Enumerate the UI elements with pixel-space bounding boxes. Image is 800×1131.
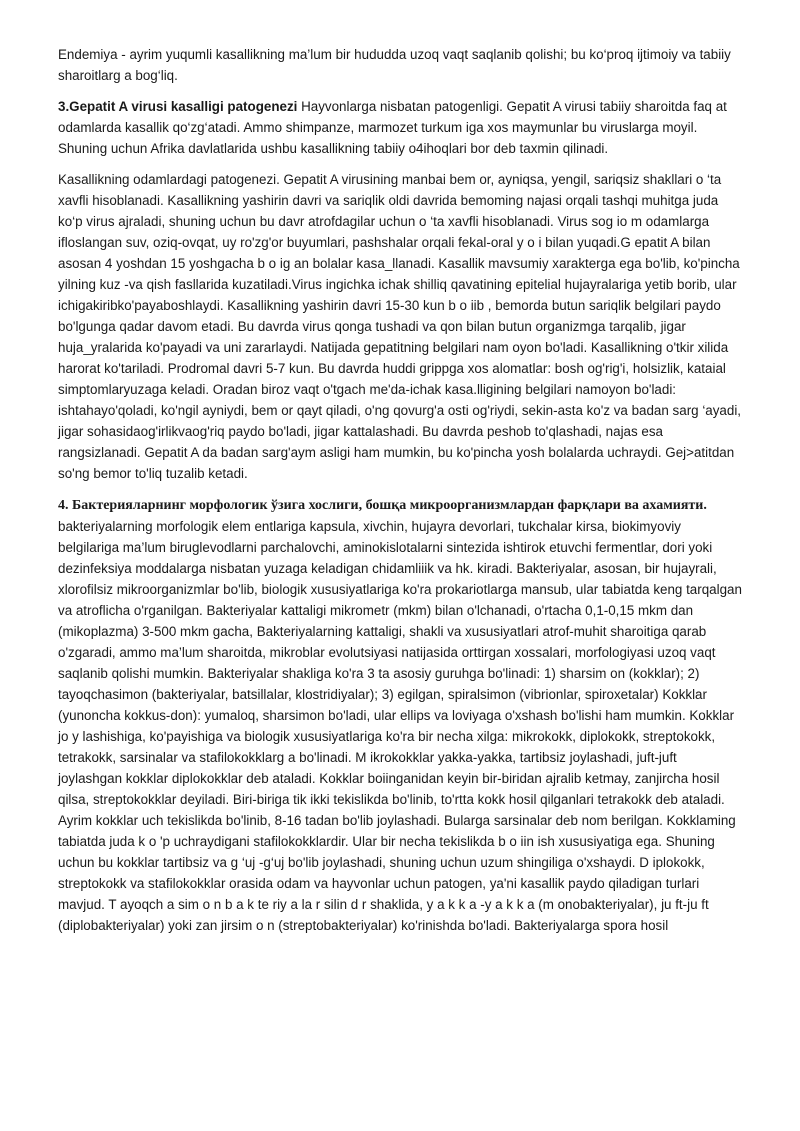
paragraph-endemiya: Endemiya - ayrim yuqumli kasallikning ma’lum bir hududda uzoq vaqt saqlanib qolishi; bu ko‘proq ijtimoiy va tabiiy sharoitlarg a bog‘liq.	[58, 47, 731, 83]
document-page	[58, 44, 742, 946]
paragraph-gepatit-a	[58, 96, 742, 159]
paragraph-bacteria	[58, 494, 742, 936]
paragraph-body: Hayvonlarga nisbatan patogenligi. Gepatit A virusi tabiiy sharoitda faq at odamlarda kasallik qo‘zg‘atadi. Ammo shimpanze, marmozet turkum iga xos maymunlar bu viruslarga moyil. Shuning uchun Afrika davlatlarida ushbu kasallikning tabiiy o4ihoqlari bor deb taxmin qilinadi.	[58, 99, 727, 156]
paragraph-body: bakteriyalarning morfologik elem entlariga kapsula, xivchin, hujayra devorlari, tukchalar kirsa, biokimyoviy belgilariga ma’lum biruglevodlarni parchalovchi, aminokislotalarni sintezida ishtirok etuvchi fermentlar, dori yoki dezinfeksiya moddalarga nisbatan yuzaga keladigan chidamliiik va hk. kiradi. Bakteriyalar, asosan, bir hujayrali, xlorofilsiz mikroorganizmlar bo'lib, biologik xususiyatlariga ko'ra prokariotlarga mansub, ular tabiatda keng tarqalgan va atroflicha o'rganilgan. Bakteriyalar kattaligi mikrometr (mkm) bilan o'lchanadi, o'rtacha 0,1-0,15 mkm dan (mikoplazma) 3-500 mkm gacha, Bakteriyalarning kattaligi, shakli va xususiyatlari atrof-muhit sharoitiga qarab o'zgaradi, ammo ma’lum sharoitda, mikroblar evolutsiyasi natijasida orttirgan xossalari, morfologiyasi uzoq vaqt saqlanib qolishi mumkin. Bakteriyalar shakliga ko'ra 3 ta asosiy guruhga bo'linadi: 1) sharsim on (kokklar); 2) tayoqchasimon (bakteriyalar, batsillalar, klostridiyalar); 3) egilgan, spiralsimon (vibrionlar, spiroxetalar) Kokklar (yunoncha kokkus-don): yumaloq, sharsimon bo'ladi, ular ellips va loviyaga o'xshash bo'lishi ham mumkin. Kokklar jo y lashishiga, ko'payishiga va biologik xususiyatlariga ko'ra bir necha xilga: mikrokokk, diplokokk, streptokokk, tetrakokk, sarsinalar va stafilokokklarg a bo'linadi. M ikrokokklar yakka-yakka, tartibsiz joylashadi, juft-juft joylashgan kokklar diplokokklar deb ataladi. Kokklar boiinganidan keyin bir-biridan ajralib ketmay, zanjircha hosil qilsa, streptokokklar deyiladi. Biri-biriga tik ikki tekislikda bo'linib, to'rtta kokk hosil qilganlari tetrakokk deb ataladi. Ayrim kokklar uch tekislikda bo'linib, 8-16 tadan bo'lib joylashadi. Bularga sarsinalar deb nom berilgan. Kokklaming tabiatda juda k o 'p uchraydigani stafilokokklardir. Ular bir necha tekislikda b o iin ish xususiyatiga ega. Shuning uchun bu kokklar tartibsiz va g ‘uj -g‘uj bo'lib joylashadi, shuning uchun uzum shingiliga o'xshaydi. D iplokokk, streptokokk va stafilokokklar orasida odam va hayvonlar uchun patogen, ya'ni kasallik paydo qiladigan turlari mavjud. T ayoqch a sim o n b a k te riy a la r silin d r shaklida, y a k k a -y a k k a (m onobakteriyalar), ju ft-ju ft (diplobakteriyalar) yoki zan jirsim o n (streptobakteriyalar) ko'rinishda bo'ladi. Bakteriyalarga spora hosil	[58, 519, 742, 933]
paragraph-pathogenesis: Kasallikning odamlardagi patogenezi. Gepatit A virusining manbai bem or, ayniqsa, yengil, sariqsiz shakllari o ‘ta xavfli hisoblanadi. Kasallikning yashirin davri va sariqlik oldi davrida bemoming najasi orqali tashqi muhitga juda ko‘p virus ajraladi, shuning uchun bu davr atrofdagilar uchun o ‘ta xavfli hisoblanadi. Virus sog io m odamlarga ifloslangan suv, oziq-ovqat, uy ro'zg'or buyumlari, pashshalar orqali fekal-oral y o i bilan yuqadi.G epatit A bilan asosan 4 yoshdan 15 yoshgacha b o ig an bolalar kasa_llanadi. Kasallik mavsumiy xarakterga ega bo'lib, ko'pincha yilning kuz -va qish fasllarida kuzatiladi.Virus ingichka ichak shilliq qavatining epitelial hujayralariga yetib borib, ular ichigakiribko'payaboshlaydi. Kasallikning yashirin davri 15-30 kun b o iib , bemorda butun sariqlik belgilari paydo bo'lgunga qadar davom etadi. Bu davrda virus qonga tushadi va qon bilan butun organizmga tarqalib, jigar huja_yralarida ko'payadi va uni zararlaydi. Natijada gepatitning belgilari nam oyon bo'ladi. Kasallikning o'tkir xilida harorat ko'tariladi. Prodromal davri 5-7 kun. Bu davrda huddi grippga xos alomatlar: bosh og'rig'i, holsizlik, kataial simptomlaryuzaga keladi. Oradan biroz vaqt o'tgach me'da-ichak kasa.lligining belgilari namoyon bo'ladi: ishtahayo'qoladi, ko'ngil ayniydi, bem or qayt qiladi, o'ng qovurg'a osti og'riydi, sekin-asta ko'z va badan sarg ‘ayadi, jigar sohasidaog'irlikvaog'riq paydo bo'ladi, jigar kattalashadi. Bu davrda peshob to'qlashadi, najas esa rangsizlanadi. Gepatit A da badan sarg'aym asligi ham mumkin, bu ko'pincha yosh bolalarda uchraydi. Gej>atitdan so'ng bemor to'liq tuzalib ketadi.	[58, 172, 742, 481]
section-heading-4: 4. Бактерияларнинг морфологик ўзига хослиги, бошқа микроорганизмлардан фарқлари ва ахамияти.	[58, 498, 707, 513]
section-heading-3: 3.Gepatit A virusi kasalligi patogenezi	[58, 99, 298, 114]
